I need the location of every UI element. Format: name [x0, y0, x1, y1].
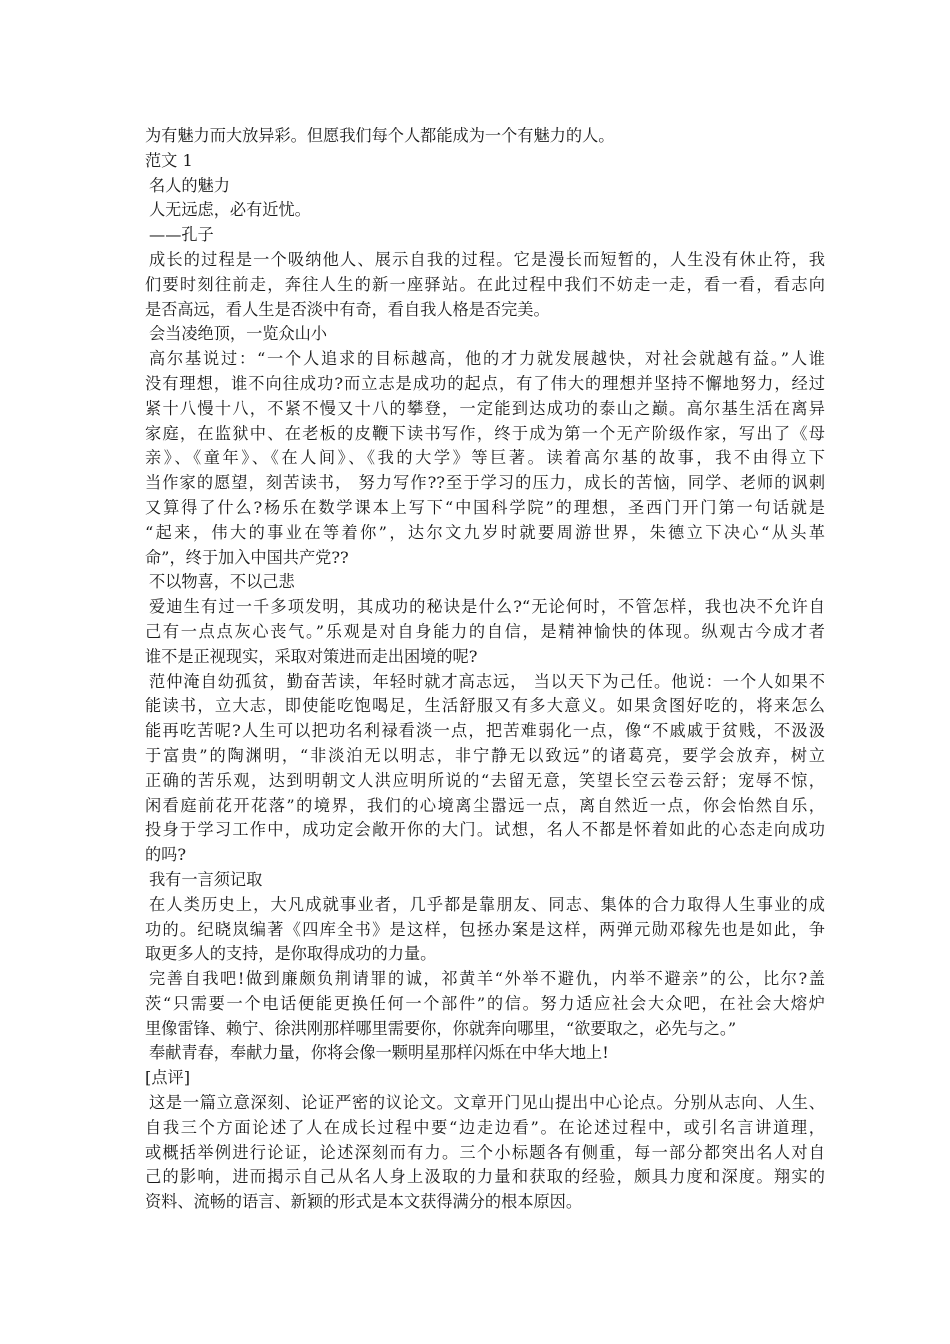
- text-line: 功的。纪晓岚编著《四库全书》是这样，包拯办案是这样，两弹元勋邓稼先也是如此，争: [145, 919, 825, 939]
- text-line: 命”，终于加入中国共产党??: [145, 547, 349, 567]
- text-line: 不以物喜，不以己悲: [149, 572, 295, 592]
- text-line: 紧十八慢十八，不紧不慢又十八的攀登，一定能到达成功的泰山之巅。高尔基生活在离异: [145, 398, 825, 418]
- text-line: 范文 1: [145, 150, 193, 170]
- text-line: 能读书，立大志，即使能吃饱喝足，生活舒服又有多大意义。如果贪图好吃的，将来怎么: [145, 696, 825, 716]
- text-line: 投身于学习工作中，成功定会敞开你的大门。试想，名人不都是怀着如此的心态走向成功: [145, 820, 825, 840]
- text-line: [点评]: [145, 1068, 191, 1088]
- text-line: 没有理想，谁不向往成功?而立志是成功的起点，有了伟大的理想并坚持不懈地努力，经过: [145, 373, 825, 393]
- text-line: 己有一点点灰心丧气。”乐观是对自身能力的自信，是精神愉快的体现。纵观古今成才者: [145, 621, 825, 641]
- text-line: 成长的过程是一个吸纳他人、展示自我的过程。它是漫长而短暂的，人生没有休止符，我: [149, 249, 825, 269]
- text-line: 家庭，在监狱中、在老板的皮鞭下读书写作，终于成为第一个无产阶级作家，写出了《母: [145, 423, 825, 443]
- text-line: 爱迪生有过一千多项发明，其成功的秘诀是什么?“无论何时，不管怎样，我也决不允许自: [149, 597, 825, 617]
- text-line: 名人的魅力: [149, 175, 230, 195]
- text-line: 在人类历史上，大凡成就事业者，几乎都是靠朋友、同志、集体的合力取得人生事业的成: [149, 894, 825, 914]
- text-line: ——孔子: [149, 225, 214, 245]
- text-line: “起来，伟大的事业在等着你”，达尔文九岁时就要周游世界，朱德立下决心“从头革: [145, 522, 825, 542]
- text-line: 人无远虑，必有近忧。: [149, 200, 311, 220]
- text-line: 是否高远，看人生是否淡中有奇，看自我人格是否完美。: [145, 299, 550, 319]
- text-line: 取更多人的支持，是你取得成功的力量。: [145, 944, 437, 964]
- text-line: 或概括举例进行论证，论述深刻而有力。三个小标题各有侧重，每一部分都突出名人对自: [145, 1142, 825, 1162]
- text-line: 会当凌绝顶，一览众山小: [149, 324, 328, 344]
- text-line: 资料、流畅的语言、新颖的形式是本文获得满分的根本原因。: [145, 1192, 583, 1212]
- text-line: 闲看庭前花开花落”的境界，我们的心境离尘嚣远一点，离自然近一点，你会怡然自乐，: [145, 795, 825, 815]
- text-line: 正确的苦乐观，达到明朝文人洪应明所说的“去留无意，笑望长空云卷云舒；宠辱不惊，: [145, 770, 825, 790]
- text-line: 当作家的愿望，刻苦读书， 努力写作??至于学习的压力，成长的苦恼，同学、老师的讽刺: [145, 473, 825, 493]
- text-line: 的吗?: [145, 845, 187, 865]
- text-line: 为有魅力而大放异彩。但愿我们每个人都能成为一个有魅力的人。: [145, 126, 615, 145]
- text-line: 这是一篇立意深刻、论证严密的议论文。文章开门见山提出中心论点。分别从志向、人生、: [149, 1093, 825, 1113]
- text-line: 又算得了什么?杨乐在数学课本上写下“中国科学院”的理想，圣西门开门第一句话就是: [145, 497, 825, 517]
- text-line: 谁不是正视现实，采取对策进而走出困境的呢?: [145, 646, 478, 666]
- document-page: [145, 124, 825, 1215]
- text-line: 完善自我吧!做到廉颇负荆请罪的诚，祁黄羊“外举不避仇，内举不避亲”的公，比尔?盖: [149, 969, 825, 989]
- text-line: 范仲淹自幼孤贫，勤奋苦读，年轻时就才高志远， 当以天下为己任。他说：一个人如果不: [149, 671, 825, 691]
- text-line: 己的影响，进而揭示自己从名人身上汲取的力量和获取的经验，颇具力度和深度。翔实的: [145, 1167, 825, 1187]
- text-line: 里像雷锋、赖宁、徐洪刚那样哪里需要你，你就奔向哪里，“欲要取之，必先与之。”: [145, 1018, 737, 1038]
- text-line: 高尔基说过：“一个人追求的目标越高，他的才力就发展越快，对社会就越有益。”人谁: [149, 349, 825, 369]
- text-line: 于富贵”的陶渊明，“非淡泊无以明志，非宁静无以致远”的诸葛亮，要学会放弃，树立: [145, 745, 825, 765]
- text-line: 奉献青春，奉献力量，你将会像一颗明星那样闪烁在中华大地上!: [149, 1043, 609, 1063]
- text-line: 能再吃苦呢?人生可以把功名利禄看淡一点，把苦难弱化一点，像“不戚戚于贫贱，不汲汲: [145, 721, 825, 741]
- text-line: 亲》、《童年》、《在人间》、《我的大学》等巨著。读着高尔基的故事，我不由得立下: [145, 448, 825, 468]
- text-line: 我有一言须记取: [149, 869, 263, 889]
- text-line: 自我三个方面论述了人在成长过程中要“边走边看”。在论述过程中，或引名言讲道理，: [145, 1117, 825, 1137]
- text-line: 茨“只需要一个电话便能更换任何一个部件”的信。努力适应社会大众吧，在社会大熔炉: [145, 993, 825, 1013]
- text-line: 们要时刻往前走，奔往人生的新一座驿站。在此过程中我们不妨走一走，看一看，看志向: [145, 274, 825, 294]
